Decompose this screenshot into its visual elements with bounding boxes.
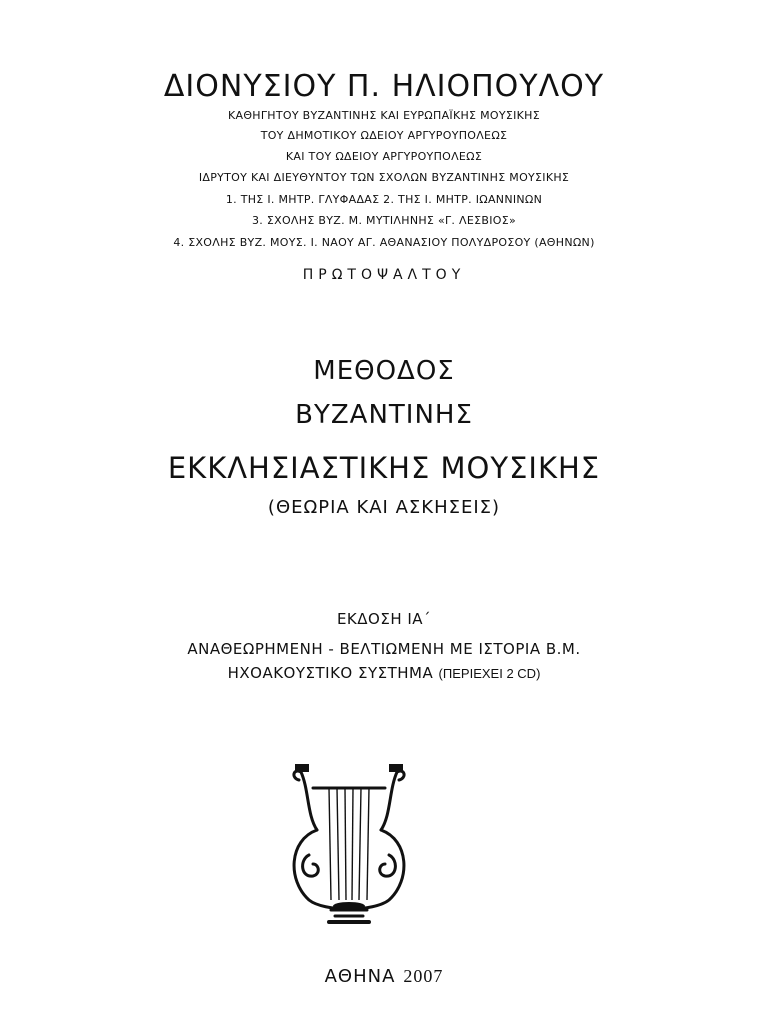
author-bio-line: 4. ΣΧΟΛΗΣ ΒΥΖ. ΜΟΥΣ. Ι. ΝΑΟΥ ΑΓ. ΑΘΑΝΑΣΙΟΥ ΠΟΛΥΔΡΟΣΟΥ (ΑΘΗΝΩΝ) (173, 236, 595, 249)
author-bio-line: 1. ΤΗΣ Ι. ΜΗΤΡ. ΓΛΥΦΑΔΑΣ 2. ΤΗΣ Ι. ΜΗΤΡ. ΙΩΑΝΝΙΝΩΝ (225, 193, 543, 206)
publication-place: ΑΘΗΝΑ (324, 966, 396, 987)
author-bio-line: ΚΑΘΗΓΗΤΟΥ ΒΥΖΑΝΤΙΝΗΣ ΚΑΙ ΕΥΡΩΠΑΪΚΗΣ ΜΟΥΣΙΚΗΣ (228, 109, 540, 122)
edition-cd-note: (ΠΕΡΙΕΧΕΙ 2 CD) (438, 666, 541, 681)
lyre-icon (279, 760, 419, 930)
book-subtitle: (ΘΕΩΡΙΑ ΚΑΙ ΑΣΚΗΣΕΙΣ) (267, 497, 501, 518)
author-bio-line: 3. ΣΧΟΛΗΣ ΒΥΖ. Μ. ΜΥΤΙΛΗΝΗΣ «Γ. ΛΕΣΒΙΟΣ» (252, 214, 516, 227)
book-title-line-1: ΜΕΘΟΔΟΣ (313, 356, 455, 386)
book-title-line-3: ΕΚΚΛΗΣΙΑΣΤΙΚΗΣ ΜΟΥΣΙΚΗΣ (167, 451, 601, 485)
author-bio-line: ΚΑΙ ΤΟΥ ΩΔΕΙΟΥ ΑΡΓΥΡΟΥΠΟΛΕΩΣ (285, 150, 483, 163)
publication-place-year (0, 967, 768, 986)
author-name: ΔΙΟΝΥΣΙΟΥ Π. ΗΛΙΟΠΟΥΛΟΥ (163, 69, 605, 104)
edition-audio-label: ΗΧΟΑΚΟΥΣΤΙΚΟ ΣΥΣΤΗΜΑ (227, 664, 434, 682)
edition-revision: ΑΝΑΘΕΩΡΗΜΕΝΗ - ΒΕΛΤΙΩΜΕΝΗ ΜΕ ΙΣΤΟΡΙΑ Β.Μ. (187, 640, 581, 658)
edition-number: ΕΚΔΟΣΗ ΙΑ΄ (336, 610, 432, 628)
publication-year: 2007 (403, 966, 444, 986)
author-role: ΠΡΩΤΟΨΑΛΤΟΥ (302, 267, 466, 283)
author-bio-line: ΙΔΡΥΤΟΥ ΚΑΙ ΔΙΕΥΘΥΝΤΟΥ ΤΩΝ ΣΧΟΛΩΝ ΒΥΖΑΝΤΙΝΗΣ ΜΟΥΣΙΚΗΣ (198, 171, 570, 184)
edition-audio-system (0, 666, 768, 681)
author-bio-line: ΤΟΥ ΔΗΜΟΤΙΚΟΥ ΩΔΕΙΟΥ ΑΡΓΥΡΟΥΠΟΛΕΩΣ (260, 129, 508, 142)
book-title-line-2: ΒΥΖΑΝΤΙΝΗΣ (295, 400, 473, 430)
